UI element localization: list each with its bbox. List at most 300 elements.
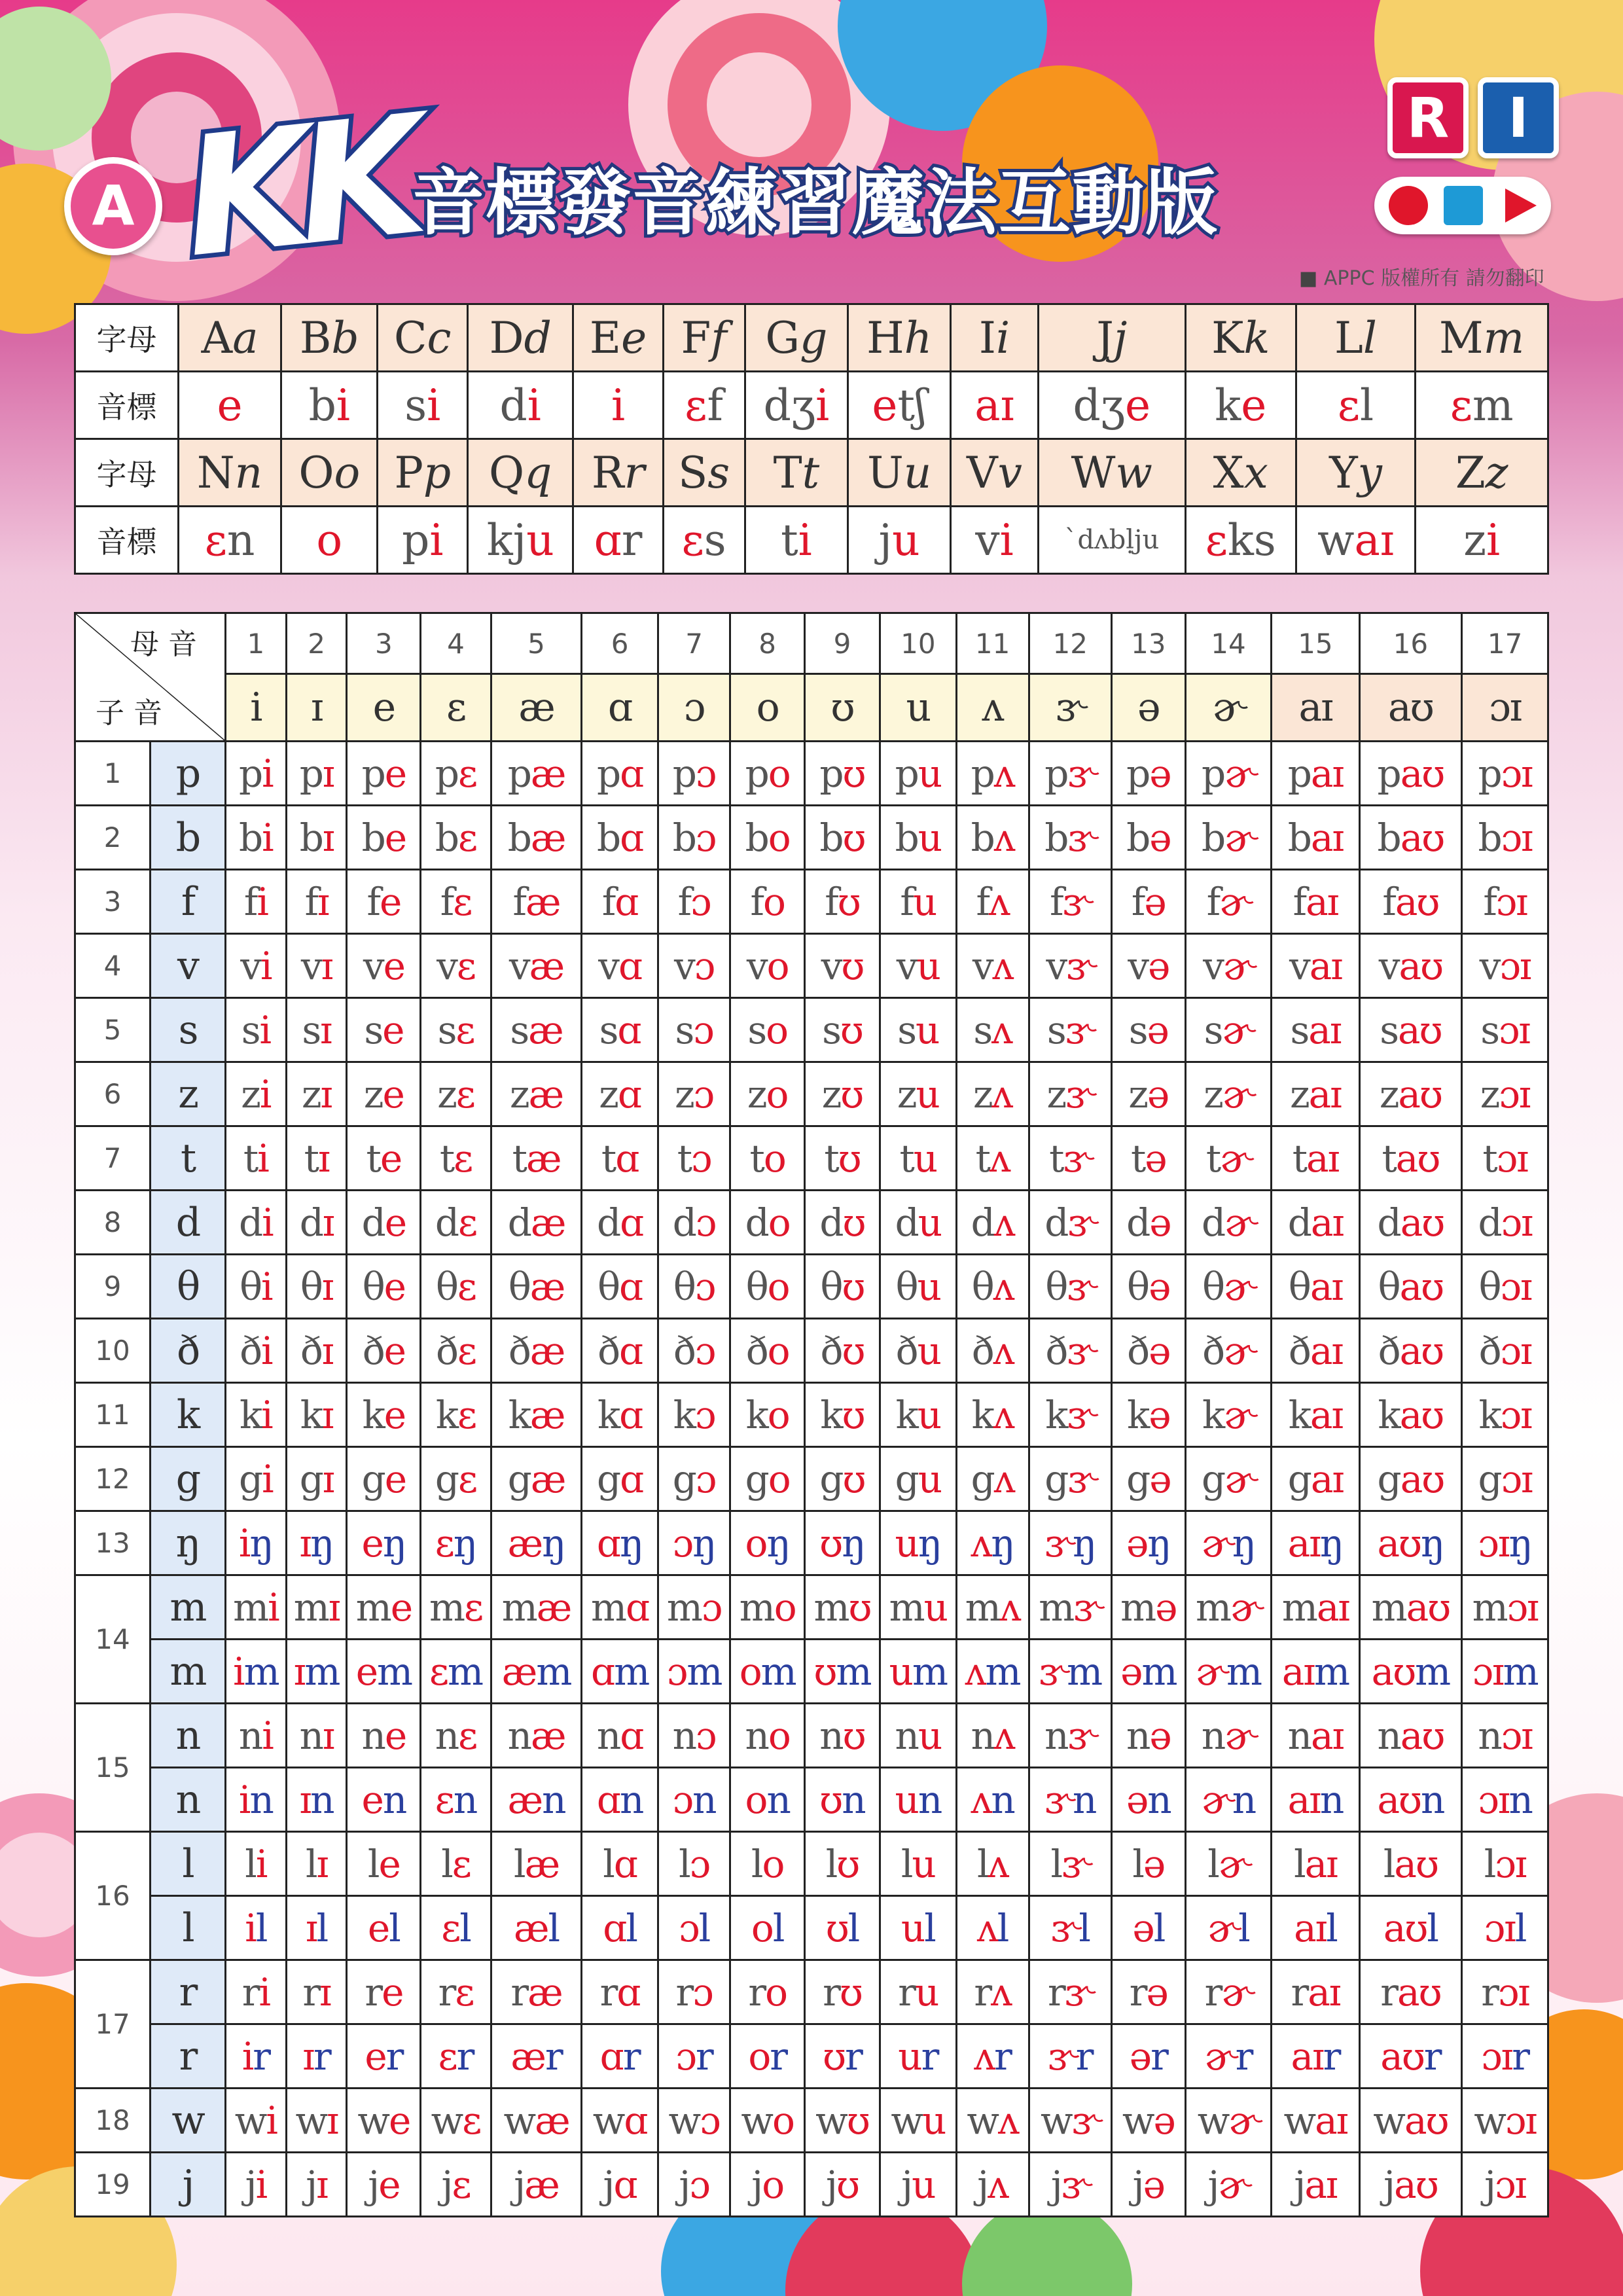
syllable-cell[interactable]: [658, 1191, 730, 1255]
syllable-cell[interactable]: [347, 2089, 421, 2153]
syllable-cell[interactable]: [730, 1704, 805, 1768]
letter-cell[interactable]: [1296, 439, 1416, 507]
vowel-cell[interactable]: u: [880, 674, 956, 742]
syllable-cell[interactable]: [1111, 1704, 1185, 1768]
syllable-cell[interactable]: [1272, 1383, 1359, 1447]
syllable-cell[interactable]: [730, 1832, 805, 1896]
syllable-cell[interactable]: [658, 2153, 730, 2217]
syllable-cell[interactable]: [1029, 1126, 1111, 1191]
syllable-cell[interactable]: [286, 998, 347, 1062]
syllable-cell[interactable]: [286, 2024, 347, 2089]
syllable-cell[interactable]: [658, 1704, 730, 1768]
vowel-cell[interactable]: ə: [1111, 674, 1185, 742]
phonetic-cell[interactable]: [281, 507, 378, 574]
syllable-cell[interactable]: [730, 2089, 805, 2153]
syllable-cell[interactable]: [956, 2024, 1029, 2089]
letter-cell[interactable]: [468, 439, 573, 507]
syllable-cell[interactable]: [730, 1768, 805, 1832]
syllable-cell[interactable]: [347, 1319, 421, 1383]
syllable-cell[interactable]: [286, 2153, 347, 2217]
syllable-cell[interactable]: [1462, 2153, 1548, 2217]
syllable-cell[interactable]: [491, 870, 582, 934]
syllable-cell[interactable]: [804, 1447, 880, 1511]
syllable-cell[interactable]: [1185, 1640, 1272, 1704]
syllable-cell[interactable]: [956, 1960, 1029, 2024]
syllable-cell[interactable]: [1185, 934, 1272, 998]
syllable-cell[interactable]: [1185, 1255, 1272, 1319]
consonant-cell[interactable]: θ: [151, 1255, 226, 1319]
syllable-cell[interactable]: [1185, 1704, 1272, 1768]
consonant-cell[interactable]: r: [151, 1960, 226, 2024]
syllable-cell[interactable]: [658, 1126, 730, 1191]
syllable-cell[interactable]: [1029, 1832, 1111, 1896]
phonetic-cell[interactable]: [951, 507, 1039, 574]
syllable-cell[interactable]: [804, 934, 880, 998]
syllable-cell[interactable]: [582, 1191, 658, 1255]
syllable-cell[interactable]: [1272, 1255, 1359, 1319]
phonetic-cell[interactable]: [848, 372, 951, 439]
syllable-cell[interactable]: [1111, 870, 1185, 934]
syllable-cell[interactable]: [880, 1960, 956, 2024]
syllable-cell[interactable]: [880, 1126, 956, 1191]
syllable-cell[interactable]: [1029, 934, 1111, 998]
syllable-cell[interactable]: [1111, 1896, 1185, 1960]
syllable-cell[interactable]: [421, 2024, 491, 2089]
consonant-cell[interactable]: m: [151, 1640, 226, 1704]
syllable-cell[interactable]: [1111, 1383, 1185, 1447]
syllable-cell[interactable]: [1359, 1704, 1462, 1768]
consonant-cell[interactable]: l: [151, 1832, 226, 1896]
syllable-cell[interactable]: [658, 742, 730, 806]
phonetic-cell[interactable]: [1416, 372, 1548, 439]
syllable-cell[interactable]: [347, 1768, 421, 1832]
phonetic-cell[interactable]: [468, 372, 573, 439]
syllable-cell[interactable]: [1462, 1383, 1548, 1447]
syllable-cell[interactable]: [1029, 998, 1111, 1062]
syllable-cell[interactable]: [730, 2153, 805, 2217]
syllable-cell[interactable]: [956, 1832, 1029, 1896]
syllable-cell[interactable]: [730, 1447, 805, 1511]
phonetic-cell[interactable]: [378, 372, 468, 439]
syllable-cell[interactable]: [421, 1383, 491, 1447]
phonetic-cell[interactable]: [1296, 372, 1416, 439]
syllable-cell[interactable]: [421, 1062, 491, 1126]
syllable-cell[interactable]: [286, 1896, 347, 1960]
syllable-cell[interactable]: [421, 1191, 491, 1255]
phonetic-cell[interactable]: [468, 507, 573, 574]
syllable-cell[interactable]: [658, 1896, 730, 1960]
syllable-cell[interactable]: [804, 1704, 880, 1768]
syllable-cell[interactable]: [1462, 1255, 1548, 1319]
syllable-cell[interactable]: [804, 1126, 880, 1191]
syllable-cell[interactable]: [491, 2024, 582, 2089]
letter-cell[interactable]: [1185, 304, 1296, 372]
syllable-cell[interactable]: [1185, 1447, 1272, 1511]
syllable-cell[interactable]: [1462, 1704, 1548, 1768]
syllable-cell[interactable]: [491, 1383, 582, 1447]
consonant-cell[interactable]: p: [151, 742, 226, 806]
syllable-cell[interactable]: [226, 1319, 287, 1383]
syllable-cell[interactable]: [1111, 934, 1185, 998]
syllable-cell[interactable]: [491, 806, 582, 870]
syllable-cell[interactable]: [286, 1191, 347, 1255]
syllable-cell[interactable]: [880, 1832, 956, 1896]
syllable-cell[interactable]: [582, 1960, 658, 2024]
syllable-cell[interactable]: [1029, 1447, 1111, 1511]
syllable-cell[interactable]: [658, 2024, 730, 2089]
syllable-cell[interactable]: [1029, 1640, 1111, 1704]
syllable-cell[interactable]: [658, 2089, 730, 2153]
phonetic-cell[interactable]: [573, 507, 663, 574]
syllable-cell[interactable]: [226, 1447, 287, 1511]
syllable-cell[interactable]: [421, 1126, 491, 1191]
syllable-cell[interactable]: [491, 1640, 582, 1704]
syllable-cell[interactable]: [880, 2089, 956, 2153]
vowel-cell[interactable]: ɔɪ: [1462, 674, 1548, 742]
syllable-cell[interactable]: [1272, 998, 1359, 1062]
syllable-cell[interactable]: [1359, 1191, 1462, 1255]
syllable-cell[interactable]: [956, 1062, 1029, 1126]
syllable-cell[interactable]: [286, 2089, 347, 2153]
syllable-cell[interactable]: [582, 1319, 658, 1383]
syllable-cell[interactable]: [582, 1062, 658, 1126]
syllable-cell[interactable]: [1359, 1511, 1462, 1575]
letter-cell[interactable]: [281, 304, 378, 372]
syllable-cell[interactable]: [730, 1255, 805, 1319]
syllable-cell[interactable]: [1359, 1383, 1462, 1447]
syllable-cell[interactable]: [347, 1960, 421, 2024]
syllable-cell[interactable]: [1462, 1447, 1548, 1511]
syllable-cell[interactable]: [347, 1191, 421, 1255]
syllable-cell[interactable]: [804, 1062, 880, 1126]
syllable-cell[interactable]: [1272, 1062, 1359, 1126]
syllable-cell[interactable]: [286, 742, 347, 806]
syllable-cell[interactable]: [1359, 1832, 1462, 1896]
syllable-cell[interactable]: [730, 1319, 805, 1383]
syllable-cell[interactable]: [226, 934, 287, 998]
syllable-cell[interactable]: [1359, 1126, 1462, 1191]
syllable-cell[interactable]: [956, 1511, 1029, 1575]
letter-cell[interactable]: [663, 439, 745, 507]
syllable-cell[interactable]: [880, 1704, 956, 1768]
i-button[interactable]: I: [1478, 77, 1559, 158]
syllable-cell[interactable]: [1462, 870, 1548, 934]
syllable-cell[interactable]: [1185, 1960, 1272, 2024]
syllable-cell[interactable]: [1029, 1319, 1111, 1383]
consonant-cell[interactable]: t: [151, 1126, 226, 1191]
syllable-cell[interactable]: [491, 1126, 582, 1191]
syllable-cell[interactable]: [226, 1255, 287, 1319]
syllable-cell[interactable]: [730, 1640, 805, 1704]
syllable-cell[interactable]: [1272, 1960, 1359, 2024]
syllable-cell[interactable]: [804, 1896, 880, 1960]
syllable-cell[interactable]: [226, 1832, 287, 1896]
syllable-cell[interactable]: [658, 1640, 730, 1704]
letter-cell[interactable]: [745, 304, 848, 372]
syllable-cell[interactable]: [1462, 1191, 1548, 1255]
syllable-cell[interactable]: [1359, 870, 1462, 934]
syllable-cell[interactable]: [1462, 1896, 1548, 1960]
syllable-cell[interactable]: [1185, 1511, 1272, 1575]
syllable-cell[interactable]: [1359, 2089, 1462, 2153]
syllable-cell[interactable]: [658, 1383, 730, 1447]
syllable-cell[interactable]: [1272, 1511, 1359, 1575]
syllable-cell[interactable]: [226, 806, 287, 870]
syllable-cell[interactable]: [226, 2153, 287, 2217]
syllable-cell[interactable]: [804, 1255, 880, 1319]
syllable-cell[interactable]: [491, 1191, 582, 1255]
syllable-cell[interactable]: [1272, 1832, 1359, 1896]
syllable-cell[interactable]: [1272, 2089, 1359, 2153]
letter-cell[interactable]: [1038, 439, 1185, 507]
vowel-cell[interactable]: ɔ: [658, 674, 730, 742]
syllable-cell[interactable]: [1359, 1896, 1462, 1960]
consonant-cell[interactable]: r: [151, 2024, 226, 2089]
syllable-cell[interactable]: [347, 1383, 421, 1447]
syllable-cell[interactable]: [1462, 1319, 1548, 1383]
syllable-cell[interactable]: [730, 1511, 805, 1575]
syllable-cell[interactable]: [1272, 1896, 1359, 1960]
syllable-cell[interactable]: [804, 1383, 880, 1447]
phonetic-cell[interactable]: [663, 372, 745, 439]
syllable-cell[interactable]: [1185, 870, 1272, 934]
syllable-cell[interactable]: [582, 1640, 658, 1704]
consonant-cell[interactable]: j: [151, 2153, 226, 2217]
syllable-cell[interactable]: [1462, 1768, 1548, 1832]
syllable-cell[interactable]: [730, 742, 805, 806]
syllable-cell[interactable]: [286, 1640, 347, 1704]
syllable-cell[interactable]: [491, 742, 582, 806]
vowel-cell[interactable]: e: [347, 674, 421, 742]
syllable-cell[interactable]: [658, 934, 730, 998]
vowel-cell[interactable]: ɝ: [1029, 674, 1111, 742]
phonetic-cell[interactable]: [1038, 372, 1185, 439]
syllable-cell[interactable]: [956, 998, 1029, 1062]
syllable-cell[interactable]: [880, 934, 956, 998]
phonetic-cell[interactable]: [179, 372, 281, 439]
syllable-cell[interactable]: [421, 806, 491, 870]
syllable-cell[interactable]: [491, 2089, 582, 2153]
syllable-cell[interactable]: [491, 934, 582, 998]
syllable-cell[interactable]: [1029, 1255, 1111, 1319]
syllable-cell[interactable]: [226, 1126, 287, 1191]
syllable-cell[interactable]: [1029, 2024, 1111, 2089]
syllable-cell[interactable]: [658, 1511, 730, 1575]
letter-cell[interactable]: [848, 304, 951, 372]
syllable-cell[interactable]: [582, 1896, 658, 1960]
syllable-cell[interactable]: [1111, 1832, 1185, 1896]
syllable-cell[interactable]: [1111, 1768, 1185, 1832]
syllable-cell[interactable]: [880, 1383, 956, 1447]
syllable-cell[interactable]: [1185, 2153, 1272, 2217]
syllable-cell[interactable]: [956, 1447, 1029, 1511]
syllable-cell[interactable]: [582, 2024, 658, 2089]
phonetic-cell[interactable]: [745, 372, 848, 439]
consonant-cell[interactable]: m: [151, 1575, 226, 1640]
syllable-cell[interactable]: [421, 2089, 491, 2153]
syllable-cell[interactable]: [658, 1319, 730, 1383]
syllable-cell[interactable]: [956, 1383, 1029, 1447]
syllable-cell[interactable]: [1111, 2153, 1185, 2217]
syllable-cell[interactable]: [226, 1704, 287, 1768]
syllable-cell[interactable]: [1359, 1255, 1462, 1319]
syllable-cell[interactable]: [347, 742, 421, 806]
letter-cell[interactable]: [951, 439, 1039, 507]
syllable-cell[interactable]: [1029, 1062, 1111, 1126]
syllable-cell[interactable]: [1272, 1640, 1359, 1704]
syllable-cell[interactable]: [956, 1640, 1029, 1704]
syllable-cell[interactable]: [491, 1575, 582, 1640]
syllable-cell[interactable]: [347, 1896, 421, 1960]
syllable-cell[interactable]: [582, 1704, 658, 1768]
syllable-cell[interactable]: [730, 1062, 805, 1126]
syllable-cell[interactable]: [1029, 806, 1111, 870]
letter-cell[interactable]: [663, 304, 745, 372]
syllable-cell[interactable]: [421, 1896, 491, 1960]
syllable-cell[interactable]: [1111, 1191, 1185, 1255]
syllable-cell[interactable]: [1185, 1126, 1272, 1191]
syllable-cell[interactable]: [804, 870, 880, 934]
syllable-cell[interactable]: [1359, 1640, 1462, 1704]
letter-cell[interactable]: [378, 439, 468, 507]
syllable-cell[interactable]: [1359, 2024, 1462, 2089]
syllable-cell[interactable]: [1272, 1319, 1359, 1383]
syllable-cell[interactable]: [1462, 1511, 1548, 1575]
consonant-cell[interactable]: s: [151, 998, 226, 1062]
syllable-cell[interactable]: [804, 1575, 880, 1640]
syllable-cell[interactable]: [1462, 806, 1548, 870]
vowel-cell[interactable]: ɚ: [1185, 674, 1272, 742]
phonetic-cell[interactable]: [663, 507, 745, 574]
syllable-cell[interactable]: [880, 2153, 956, 2217]
phonetic-cell[interactable]: [951, 372, 1039, 439]
consonant-cell[interactable]: n: [151, 1704, 226, 1768]
syllable-cell[interactable]: [730, 1383, 805, 1447]
phonetic-cell[interactable]: [573, 372, 663, 439]
consonant-cell[interactable]: f: [151, 870, 226, 934]
syllable-cell[interactable]: [1185, 2089, 1272, 2153]
syllable-cell[interactable]: [347, 934, 421, 998]
syllable-cell[interactable]: [1111, 2089, 1185, 2153]
syllable-cell[interactable]: [956, 1126, 1029, 1191]
syllable-cell[interactable]: [880, 1191, 956, 1255]
syllable-cell[interactable]: [956, 1319, 1029, 1383]
syllable-cell[interactable]: [880, 742, 956, 806]
syllable-cell[interactable]: [491, 1319, 582, 1383]
syllable-cell[interactable]: [658, 1575, 730, 1640]
syllable-cell[interactable]: [1111, 806, 1185, 870]
syllable-cell[interactable]: [730, 1896, 805, 1960]
syllable-cell[interactable]: [286, 1511, 347, 1575]
syllable-cell[interactable]: [1462, 1960, 1548, 2024]
syllable-cell[interactable]: [1359, 934, 1462, 998]
letter-cell[interactable]: [848, 439, 951, 507]
phonetic-cell[interactable]: [1416, 507, 1548, 574]
syllable-cell[interactable]: [226, 1768, 287, 1832]
syllable-cell[interactable]: [1185, 1062, 1272, 1126]
syllable-cell[interactable]: [421, 1447, 491, 1511]
syllable-cell[interactable]: [1359, 2153, 1462, 2217]
consonant-cell[interactable]: d: [151, 1191, 226, 1255]
phonetic-cell[interactable]: [745, 507, 848, 574]
vowel-cell[interactable]: ɑ: [582, 674, 658, 742]
syllable-cell[interactable]: [582, 1255, 658, 1319]
syllable-cell[interactable]: [1462, 934, 1548, 998]
syllable-cell[interactable]: [1111, 1126, 1185, 1191]
syllable-cell[interactable]: [1272, 2024, 1359, 2089]
syllable-cell[interactable]: [658, 1447, 730, 1511]
syllable-cell[interactable]: [491, 1704, 582, 1768]
syllable-cell[interactable]: [491, 1511, 582, 1575]
syllable-cell[interactable]: [1029, 1191, 1111, 1255]
syllable-cell[interactable]: [1185, 1896, 1272, 1960]
syllable-cell[interactable]: [658, 1768, 730, 1832]
syllable-cell[interactable]: [1359, 1575, 1462, 1640]
syllable-cell[interactable]: [658, 1832, 730, 1896]
r-button[interactable]: R: [1387, 77, 1469, 158]
syllable-cell[interactable]: [880, 1768, 956, 1832]
consonant-cell[interactable]: ð: [151, 1319, 226, 1383]
phonetic-cell[interactable]: [1185, 372, 1296, 439]
record-icon[interactable]: [1389, 186, 1428, 225]
syllable-cell[interactable]: [1359, 1768, 1462, 1832]
syllable-cell[interactable]: [956, 2153, 1029, 2217]
letter-cell[interactable]: [281, 439, 378, 507]
syllable-cell[interactable]: [347, 1126, 421, 1191]
syllable-cell[interactable]: [1185, 1768, 1272, 1832]
consonant-cell[interactable]: n: [151, 1768, 226, 1832]
syllable-cell[interactable]: [804, 1640, 880, 1704]
syllable-cell[interactable]: [286, 1062, 347, 1126]
syllable-cell[interactable]: [491, 1062, 582, 1126]
syllable-cell[interactable]: [658, 806, 730, 870]
syllable-cell[interactable]: [286, 1126, 347, 1191]
letter-cell[interactable]: [179, 304, 281, 372]
syllable-cell[interactable]: [286, 1383, 347, 1447]
stop-icon[interactable]: [1444, 186, 1483, 225]
syllable-cell[interactable]: [491, 1255, 582, 1319]
phonetic-cell[interactable]: [1185, 507, 1296, 574]
consonant-cell[interactable]: w: [151, 2089, 226, 2153]
phonetic-cell[interactable]: [179, 507, 281, 574]
letter-cell[interactable]: [951, 304, 1039, 372]
vowel-cell[interactable]: aʊ: [1359, 674, 1462, 742]
syllable-cell[interactable]: [421, 1832, 491, 1896]
syllable-cell[interactable]: [347, 998, 421, 1062]
syllable-cell[interactable]: [347, 1255, 421, 1319]
phonetic-cell[interactable]: [1038, 507, 1185, 574]
syllable-cell[interactable]: [1185, 1575, 1272, 1640]
syllable-cell[interactable]: [658, 1960, 730, 2024]
syllable-cell[interactable]: [421, 1960, 491, 2024]
syllable-cell[interactable]: [956, 1191, 1029, 1255]
phonetic-cell[interactable]: [281, 372, 378, 439]
syllable-cell[interactable]: [730, 2024, 805, 2089]
syllable-cell[interactable]: [1111, 2024, 1185, 2089]
letter-cell[interactable]: [468, 304, 573, 372]
syllable-cell[interactable]: [286, 1832, 347, 1896]
syllable-cell[interactable]: [730, 1960, 805, 2024]
syllable-cell[interactable]: [421, 1768, 491, 1832]
syllable-cell[interactable]: [582, 1575, 658, 1640]
syllable-cell[interactable]: [956, 934, 1029, 998]
syllable-cell[interactable]: [582, 1832, 658, 1896]
syllable-cell[interactable]: [730, 934, 805, 998]
syllable-cell[interactable]: [1185, 1832, 1272, 1896]
syllable-cell[interactable]: [880, 1255, 956, 1319]
syllable-cell[interactable]: [1111, 998, 1185, 1062]
syllable-cell[interactable]: [582, 1383, 658, 1447]
